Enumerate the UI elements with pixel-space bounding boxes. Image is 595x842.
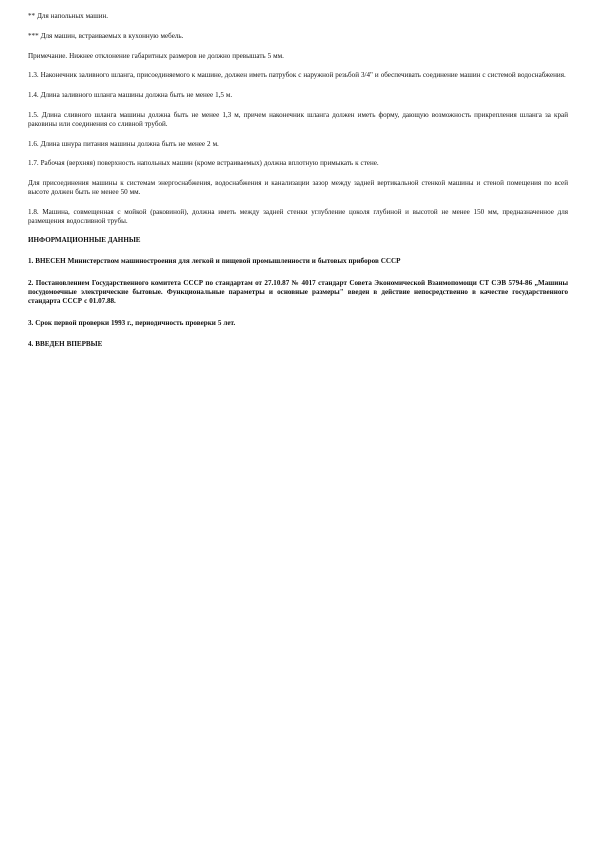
clause-1-8: 1.8. Машина, совмещенная с мойкой (раковиной), должна иметь между задней стенки углубление цоколя глубиной и высотой не менее 150 мм, предназначенное для размещения водосливной трубы. (28, 207, 568, 225)
footnote-floor-machines: ** Для напольных машин. (28, 12, 109, 20)
clause-1-7-gap: Для присоединения машины к системам энергоснабжения, водоснабжения и канализации зазор между задней вертикальной стенкой машины и стеной помещения по всей высоте должен быть не менее 50 мм. (28, 179, 568, 196)
info-heading: ИНФОРМАЦИОННЫЕ ДАННЫЕ (28, 236, 141, 245)
clause-1-3: 1.3. Наконечник заливного шланга, присоединяемого к машине, должен иметь патрубок с наружной резьбой 3/4" и обеспечивать соединение машин с системой водоснабжения. (28, 71, 566, 80)
clause-1-6: 1.6. Длина шнура питания машины должна быть не менее 2 м. (28, 139, 219, 148)
clause-1-4: 1.4. Длина заливного шланга машины должна быть не менее 1,5 м. (28, 91, 233, 100)
clause-1-7: 1.7. Рабочая (верхняя) поверхность напольных машин (кроме встраиваемых) должна вплотную примыкать к стене. (28, 159, 379, 168)
info-item-resolution: 2. Постановлением Государственного комитета СССР по стандартам от 27.10.87 № 4017 стандарт Совета Экономической Взаимопомощи СТ СЭВ 5794-86 „Машины посудомоечные электрические бытовые. Функциональные параметры и основные размеры" введен в действие непосредственно в качестве государственного стандарта СССР с 01.07.88. (28, 279, 568, 305)
note-dimension-tolerance: Примечание. Нижнее отклонение габаритных размеров не должно превышать 5 мм. (28, 51, 284, 60)
clause-1-5: 1.5. Длина сливного шланга машины должна быть не менее 1,3 м, причем наконечник шланга должен иметь форму, дающую возможность прикрепления шланга за край раковины или соединения со сливной трубой. (28, 110, 568, 128)
info-item-review-period: 3. Срок первой проверки 1993 г., периодичность проверки 5 лет. (28, 318, 236, 327)
info-item-first-introduced: 4. ВВЕДЕН ВПЕРВЫЕ (28, 340, 103, 349)
info-item-introduced-by: 1. ВНЕСЕН Министерством машиностроения для легкой и пищевой промышленности и бытовых приборов СССР (28, 257, 401, 266)
footnote-built-in-machines: *** Для машин, встраиваемых в кухонную мебель. (28, 31, 184, 40)
document-page (28, 12, 568, 362)
